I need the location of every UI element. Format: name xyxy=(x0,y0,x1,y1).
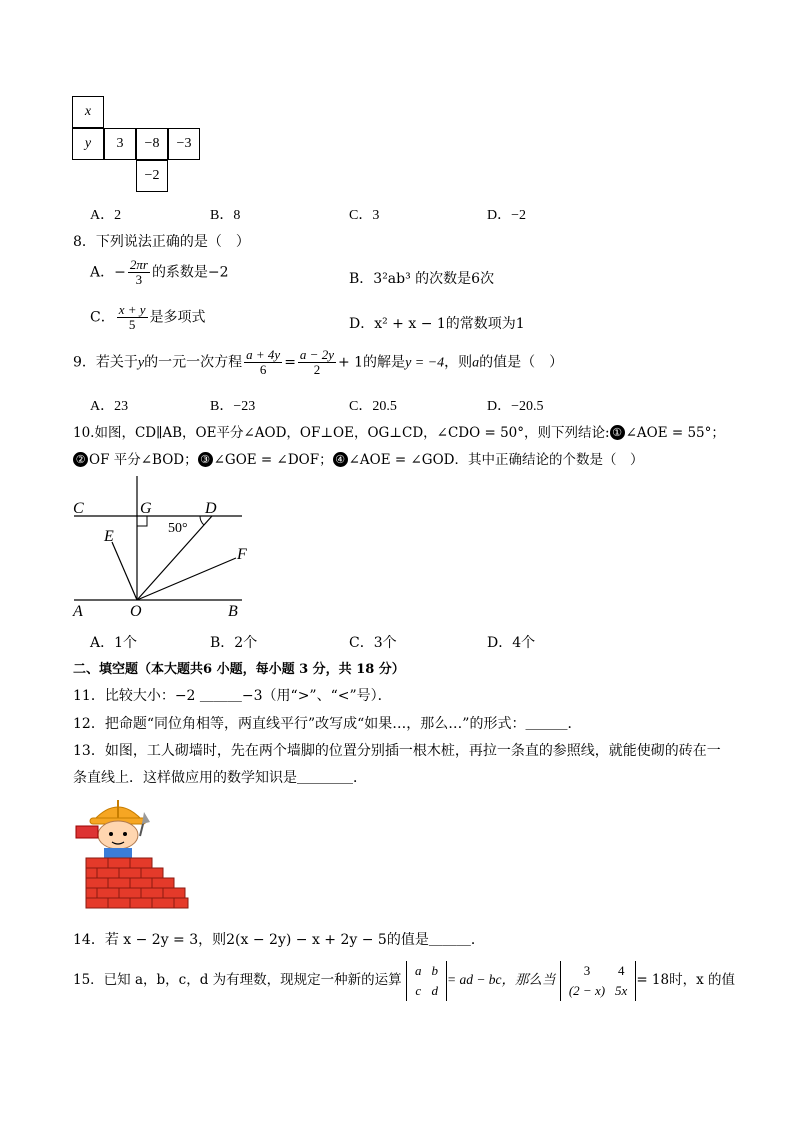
q10-line-1: 10.如图，CD∥AB，OE平分∠AOD，OF⊥OE，OG⊥CD，∠CDO = 50°，则下列结论: ① ∠AOE = 55°； xyxy=(73,425,725,441)
label-g: G xyxy=(140,500,152,517)
q10-option-a: A．1个 xyxy=(90,635,138,651)
net-cell-3: 3 xyxy=(104,128,136,160)
worker-illustration xyxy=(72,792,192,916)
label-e: E xyxy=(104,528,114,545)
q7-option-c: C．3 xyxy=(349,208,380,223)
determinant-definition: a b c d xyxy=(406,961,447,1001)
label-a: A xyxy=(73,603,83,620)
q9-option-b: B．−23 xyxy=(210,399,256,414)
determinant-question: 3 4 (2 − x) 5x xyxy=(560,961,636,1001)
q9-option-d: D．−20.5 xyxy=(487,399,544,414)
q8-option-b: B．3²ab³ 的次数是6次 xyxy=(349,271,495,287)
q9-option-a: A．23 xyxy=(90,399,129,414)
label-angle: 50° xyxy=(168,521,188,536)
label-c: C xyxy=(73,500,84,517)
q12: 12．把命题“同位角相等，两直线平行”改写成“如果…，那么…”的形式：＿＿＿． xyxy=(73,716,582,732)
q8-option-d: D．x² + x − 1的常数项为1 xyxy=(349,316,525,332)
q10-option-d: D．4个 xyxy=(487,635,536,651)
geometry-figure xyxy=(60,470,260,620)
net-cell-neg2: −2 xyxy=(136,160,168,192)
label-f: F xyxy=(237,546,247,563)
q10-option-b: B．2个 xyxy=(210,635,258,651)
q7-option-b: B．8 xyxy=(210,208,241,223)
q11: 11．比较大小：−2 ＿＿＿−3（用“>”、“<”号）． xyxy=(73,688,392,704)
q13-line-2: 条直线上．这样做应用的数学知识是＿＿＿＿． xyxy=(73,770,367,786)
label-o: O xyxy=(130,603,142,620)
q7-option-a: A．2 xyxy=(90,208,122,223)
net-cell-neg3: −3 xyxy=(168,128,200,160)
q8-stem: 8．下列说法正确的是（ ） xyxy=(73,234,250,250)
right-angle-mark xyxy=(137,516,147,526)
segment-oe xyxy=(112,542,137,600)
q15: 15．已知 a，b，c，d 为有理数，现规定一种新的运算 a b c d = ad − bc，那么当 3 4 (2 − x) 5x = 18时，x 的值 xyxy=(73,960,735,1001)
q7-option-d: D．−2 xyxy=(487,208,527,223)
angle-arc xyxy=(200,516,204,525)
q10-option-c: C．3个 xyxy=(349,635,397,651)
q13-line-1: 13．如图，工人砌墙时，先在两个墙脚的位置分别插一根木桩，再拉一条直的参照线，就能使砌的砖在一 xyxy=(73,743,721,759)
q9-stem: 9．若关于y的一元一次方程 $\frac{a + 4y}{6}$ = $\frac{a - 2y}{2}$ + 1的解是y = −4，则a的值是（ ） xyxy=(73,347,564,377)
label-d: D xyxy=(205,500,217,517)
q8-option-c: C． $\frac{x + y}{5}$ 是多项式 xyxy=(90,302,206,332)
label-b: B xyxy=(228,603,238,620)
net-cell-y: y xyxy=(72,128,104,160)
q10-line-2: ② OF 平分∠BOD； ③ ∠GOE = ∠DOF； ④ ∠AOE = ∠GOD．其中正确结论的个数是（ ） xyxy=(73,448,643,468)
q8-option-a: A．− $\frac{2\pi r}{3}$ 的系数是−2 xyxy=(90,257,229,287)
q14: 14．若 x − 2y = 3，则2(x − 2y) − x + 2y − 5的值是＿＿＿． xyxy=(73,932,485,948)
section-heading: 二、填空题（本大题共6 小题，每小题 3 分，共 18 分） xyxy=(73,662,405,677)
net-cell-neg8: −8 xyxy=(136,128,168,160)
q9-option-c: C．20.5 xyxy=(349,399,397,414)
segment-of xyxy=(137,558,236,600)
net-cell-x: x xyxy=(72,96,104,128)
